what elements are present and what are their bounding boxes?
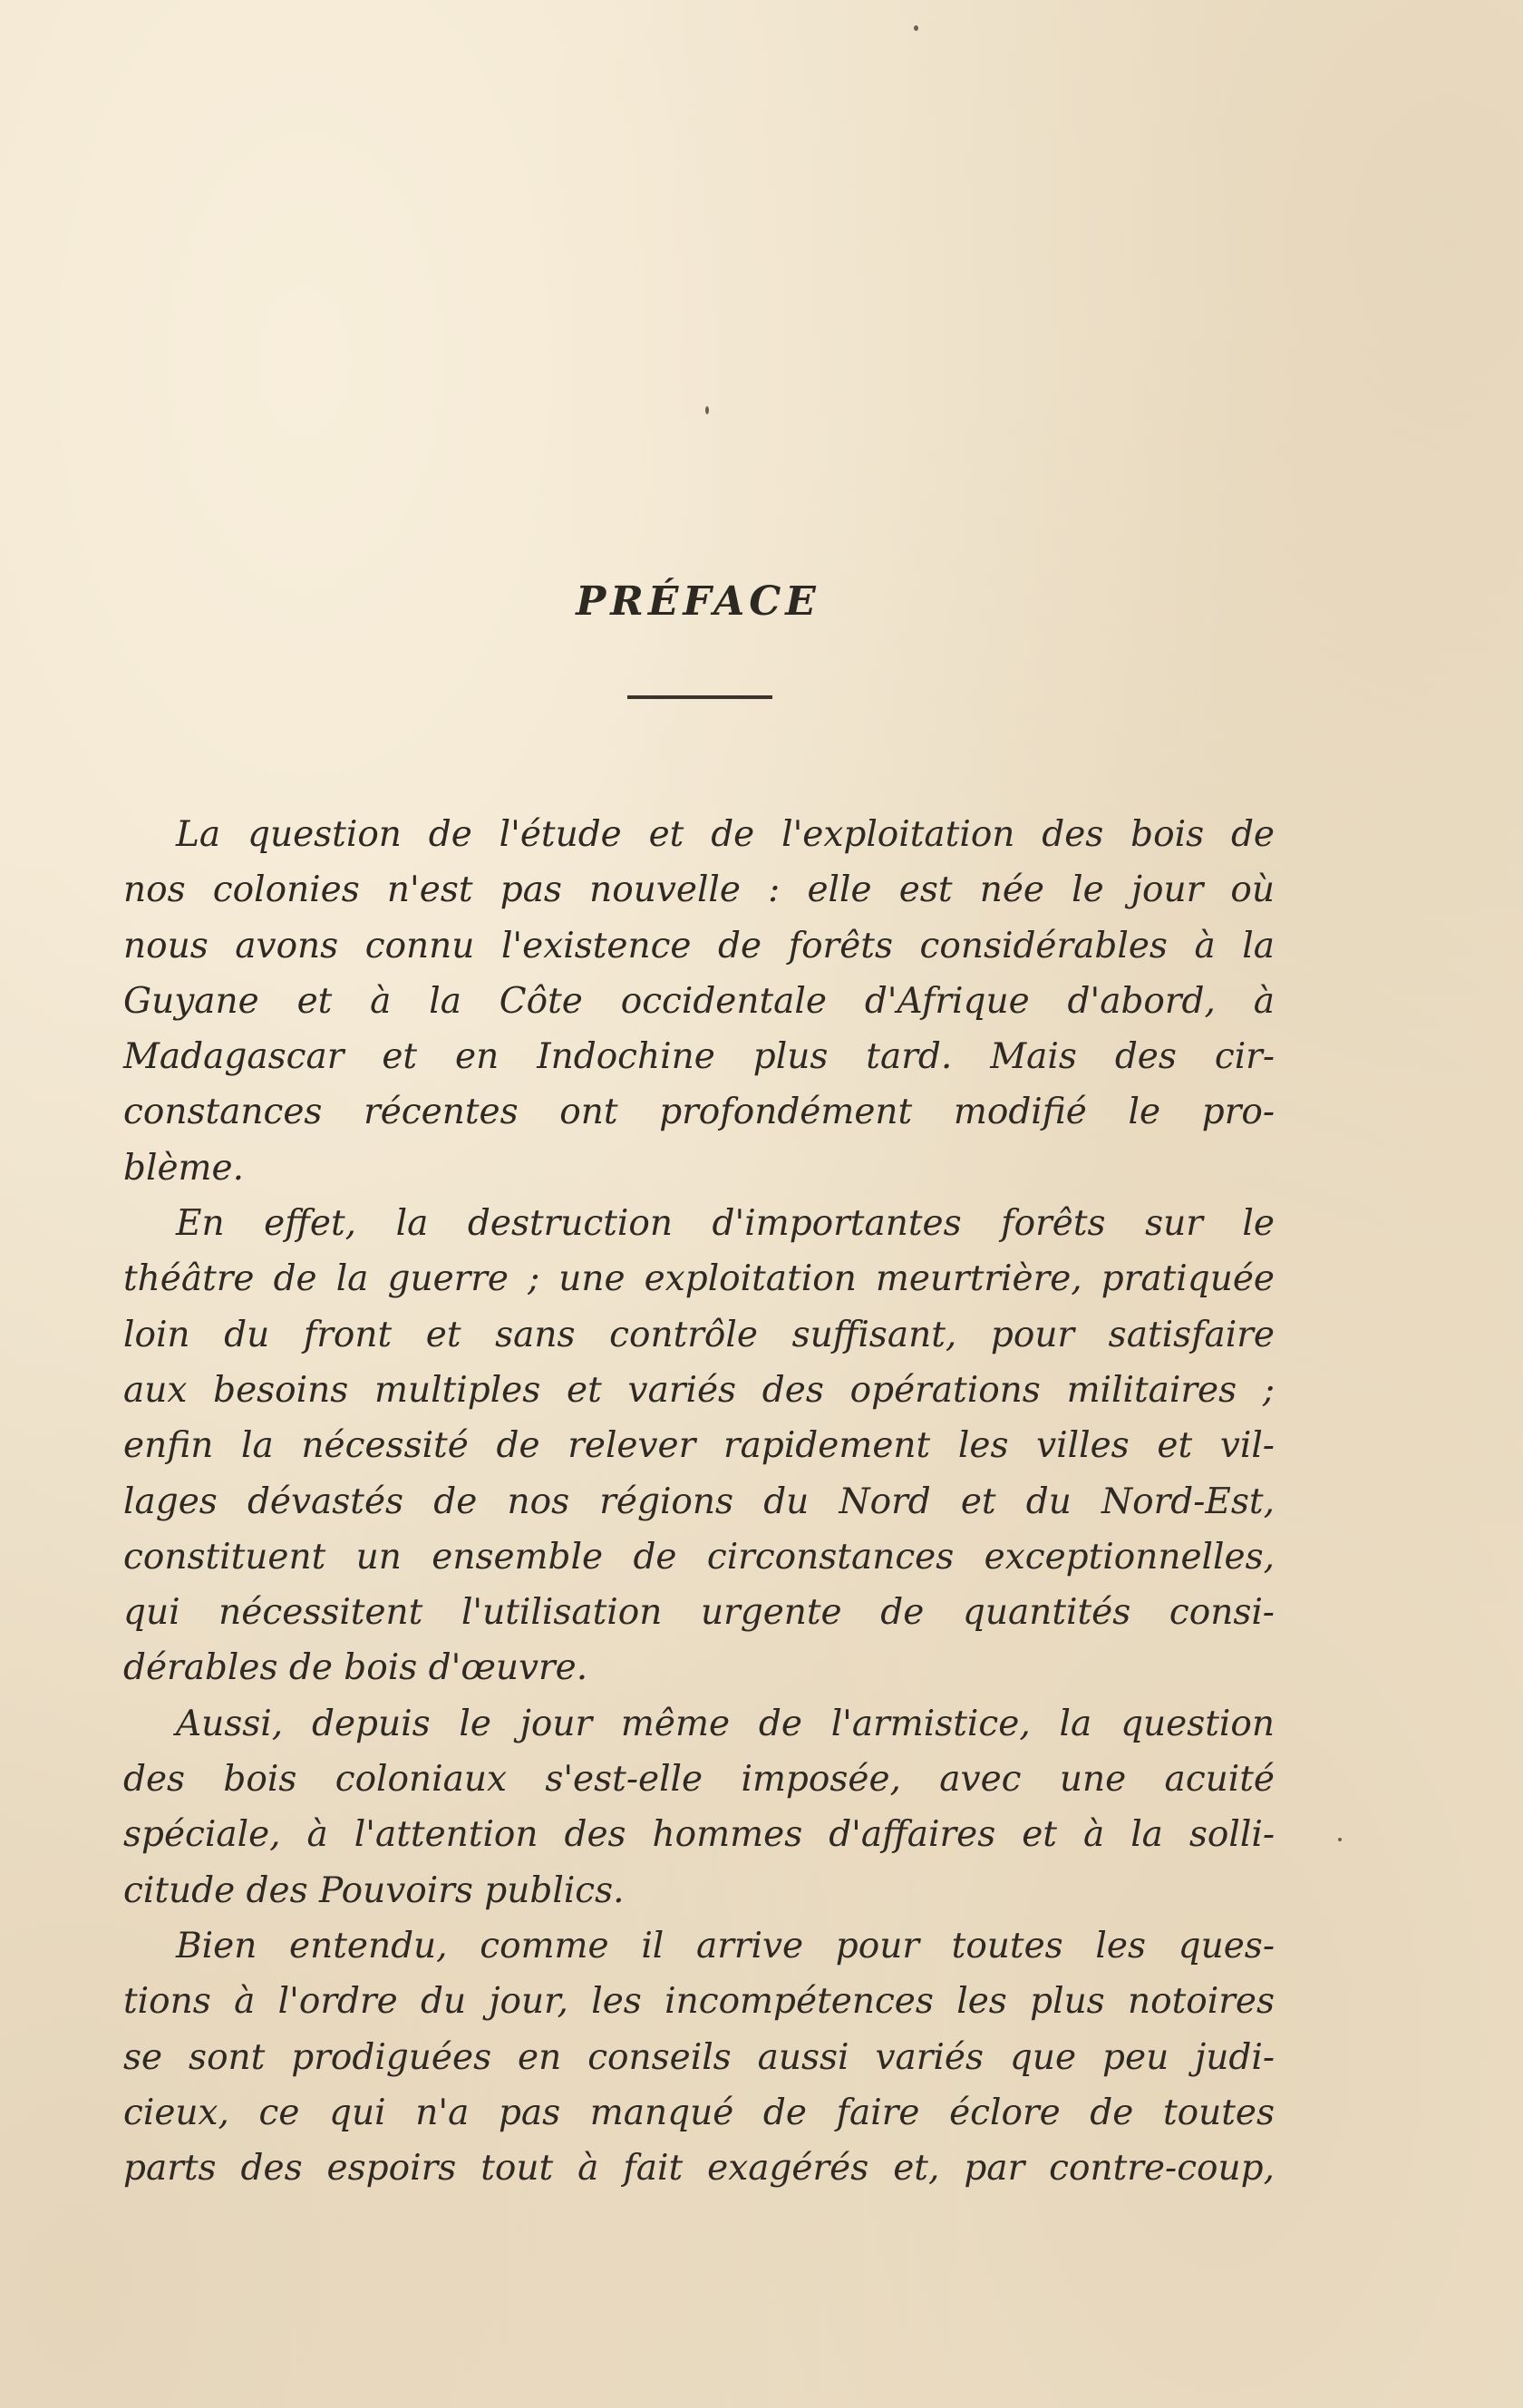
text-line: parts des espoirs tout à fait exagérés et, par contre-coup, bbox=[123, 2148, 1275, 2190]
text-line: constances récentes ont profondément modifié le pro- bbox=[123, 1092, 1275, 1133]
text-line: se sont prodiguées en conseils aussi variés que peu judi- bbox=[123, 2036, 1275, 2078]
text-line: citude des Pouvoirs publics. bbox=[123, 1869, 625, 1911]
paragraph bbox=[123, 807, 1275, 1196]
paragraph bbox=[123, 1196, 1275, 1696]
text-line: nos colonies n'est pas nouvelle : elle est née le jour où bbox=[123, 869, 1275, 911]
paragraph bbox=[123, 1918, 1275, 2196]
text-line: Guyane et à la Côte occidentale d'Afrique d'abord, à bbox=[123, 980, 1275, 1022]
text-line: En effet, la destruction d'importantes forêts sur le bbox=[176, 1203, 1275, 1245]
text-line: loin du front et sans contrôle suffisant, pour satisfaire bbox=[123, 1314, 1275, 1355]
text-line: des bois coloniaux s'est-elle imposée, avec une acuité bbox=[123, 1759, 1275, 1801]
text-line: cieux, ce qui n'a pas manqué de faire éclore de toutes bbox=[123, 2092, 1275, 2133]
paper-speck bbox=[705, 406, 709, 414]
text-line: lages dévastés de nos régions du Nord et du Nord-Est, bbox=[123, 1481, 1275, 1522]
text-line: blème. bbox=[123, 1147, 244, 1189]
text-line: tions à l'ordre du jour, les incompétences les plus notoires bbox=[123, 1981, 1275, 2023]
text-line: constituent un ensemble de circonstances exceptionnelles, bbox=[123, 1536, 1275, 1578]
text-line: Madagascar et en Indochine plus tard. Mais des cir- bbox=[123, 1036, 1275, 1078]
paragraph bbox=[123, 1696, 1275, 1918]
text-line: dérables de bois d'œuvre. bbox=[123, 1647, 588, 1689]
text-line: aux besoins multiples et variés des opérations militaires ; bbox=[123, 1369, 1275, 1411]
text-line: nous avons connu l'existence de forêts considérables à la bbox=[123, 925, 1275, 966]
text-line: Aussi, depuis le jour même de l'armistice, la question bbox=[176, 1703, 1275, 1744]
text-line: qui nécessitent l'utilisation urgente de quantités consi- bbox=[123, 1592, 1275, 1634]
title-rule bbox=[627, 695, 772, 699]
paper-speck bbox=[1338, 1838, 1342, 1841]
text-line: théâtre de la guerre ; une exploitation meurtrière, pratiquée bbox=[123, 1258, 1275, 1300]
text-line: enfin la nécessité de relever rapidement les villes et vil- bbox=[123, 1425, 1275, 1467]
page-title: PRÉFACE bbox=[576, 578, 820, 625]
body-text bbox=[123, 807, 1275, 2196]
text-line: Bien entendu, comme il arrive pour toutes les ques- bbox=[176, 1925, 1275, 1966]
text-line: La question de l'étude et de l'exploitation des bois de bbox=[176, 814, 1275, 855]
text-line: spéciale, à l'attention des hommes d'affaires et à la solli- bbox=[123, 1814, 1275, 1856]
paper-speck bbox=[914, 25, 918, 31]
